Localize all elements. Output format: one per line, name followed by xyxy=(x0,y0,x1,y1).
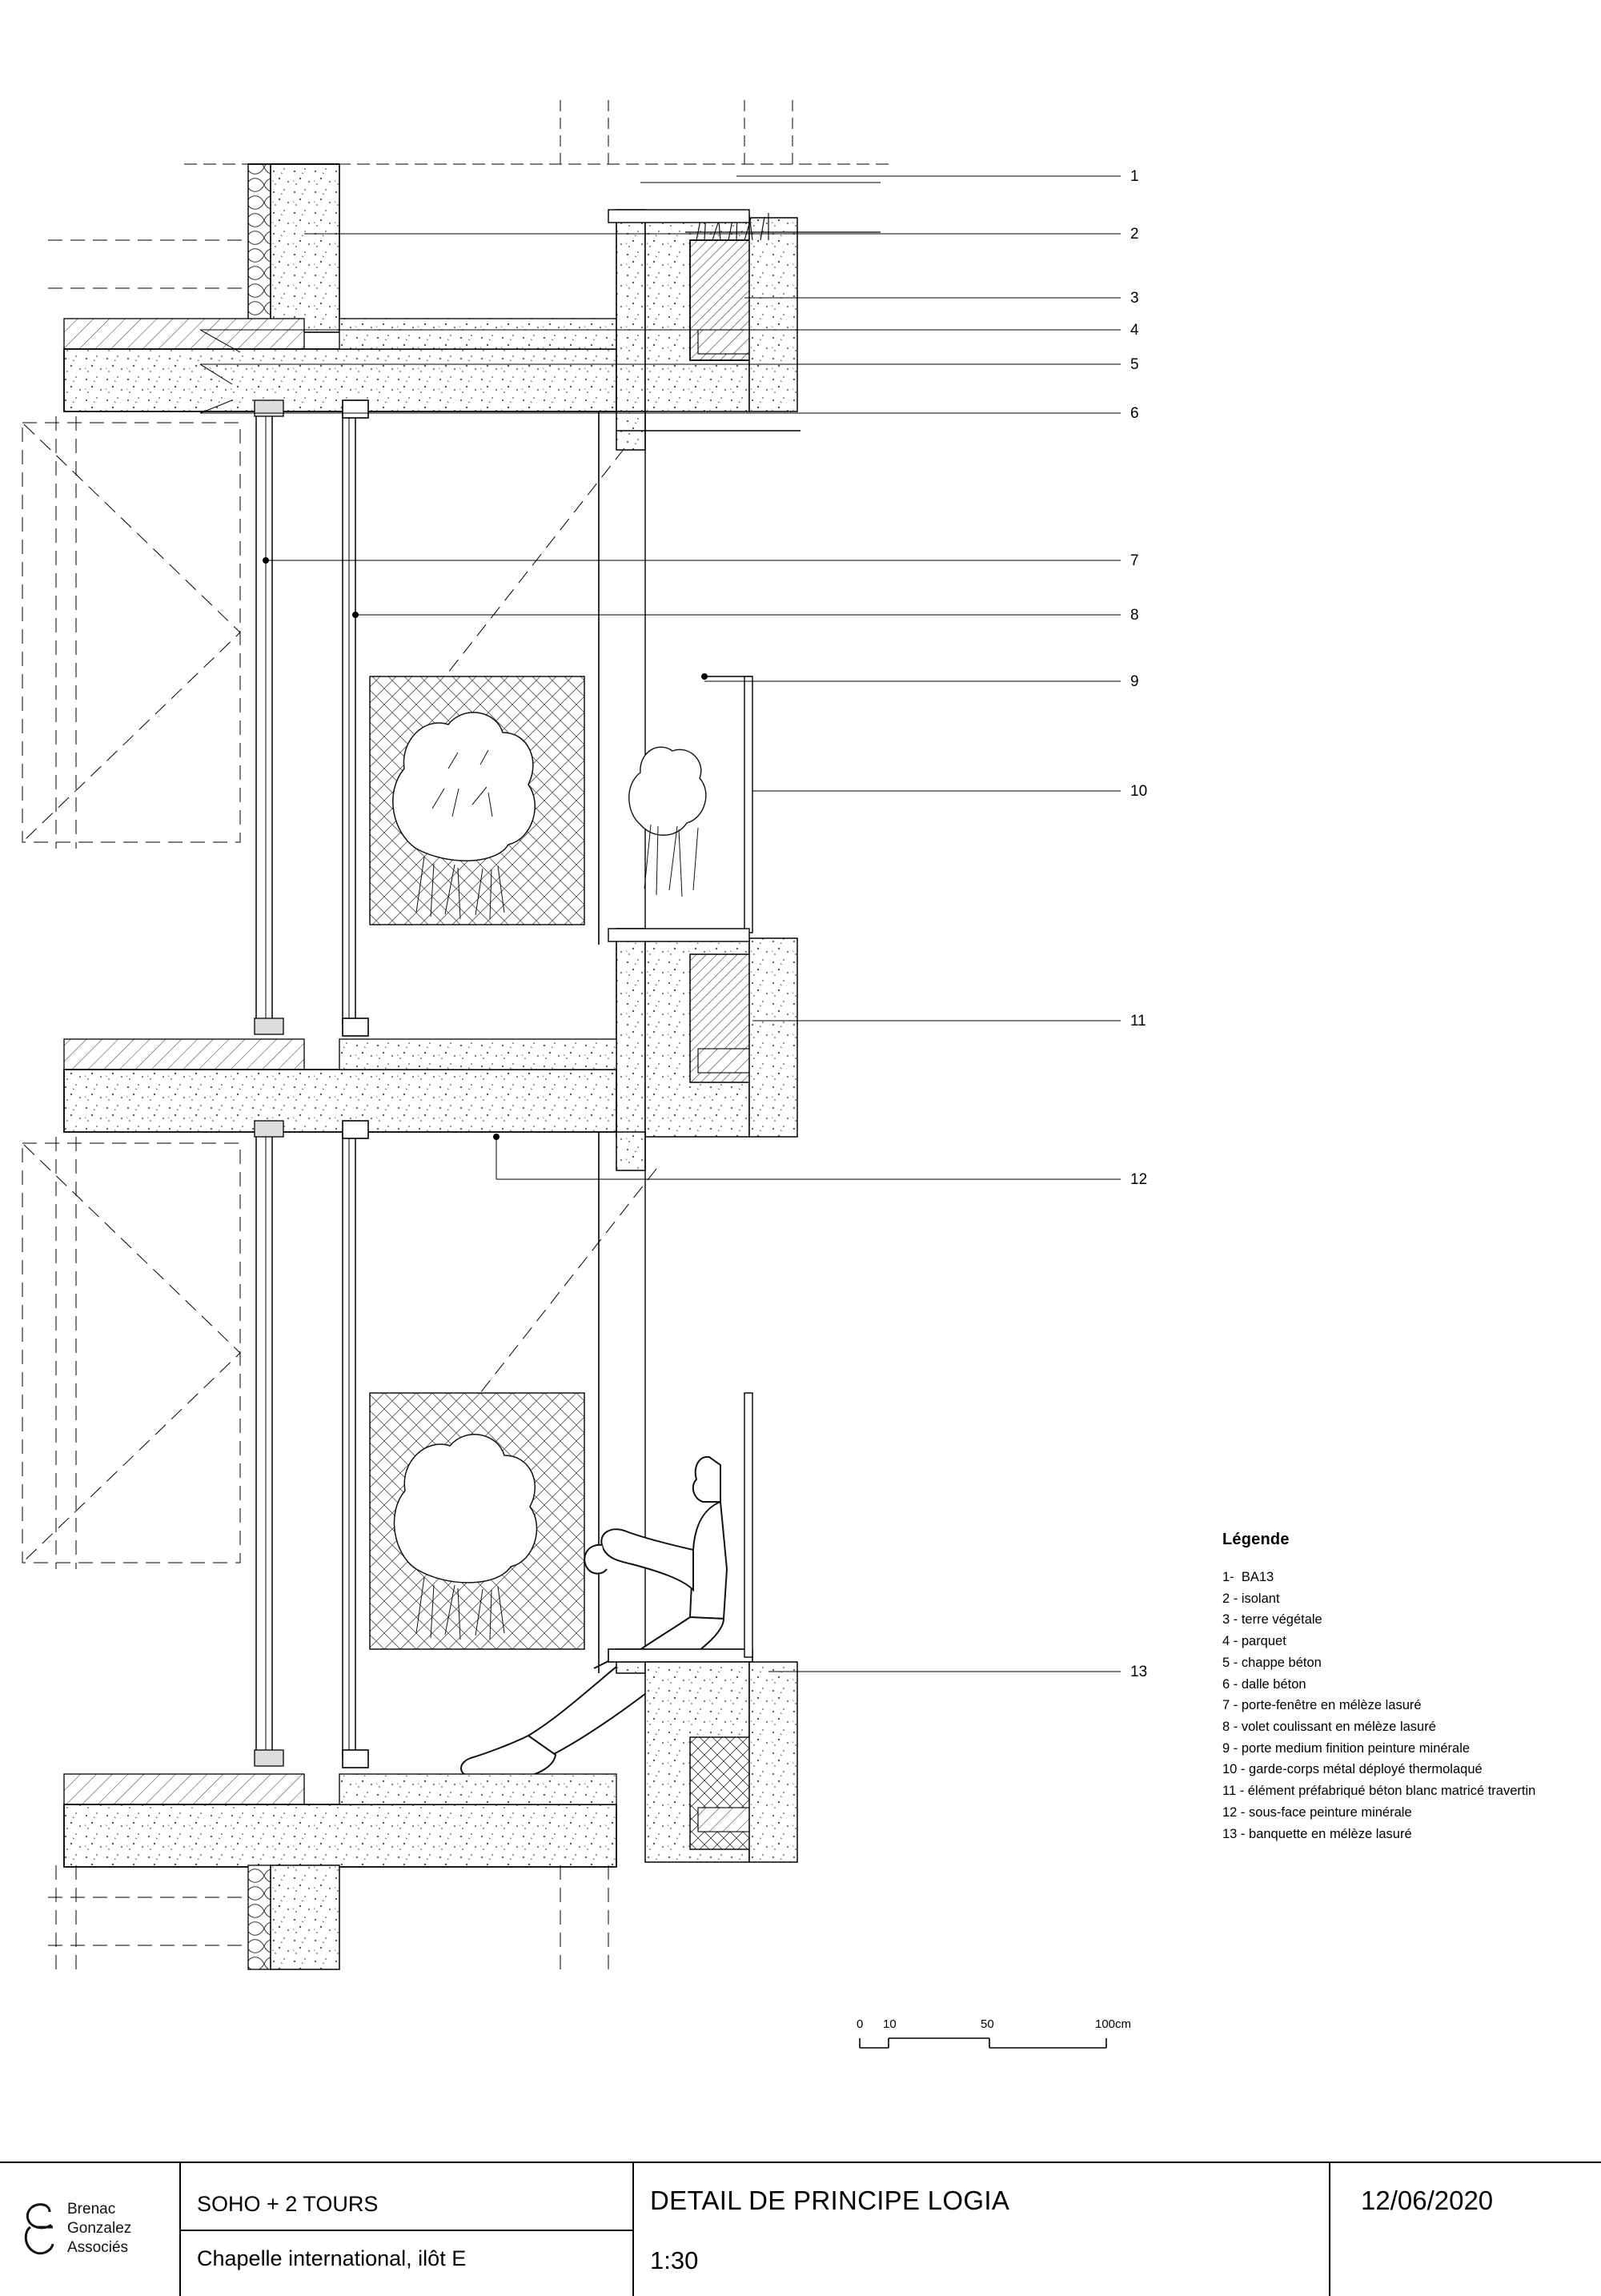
office-logo xyxy=(22,2181,175,2277)
titleblock-divider xyxy=(632,2163,634,2296)
scalebar-tick-label: 10 xyxy=(883,2017,897,2031)
callout-number: 9 xyxy=(1130,673,1139,690)
project-subtitle: Chapelle international, ilôt E xyxy=(197,2246,467,2270)
callout-number: 3 xyxy=(1130,290,1139,307)
legend-item: 6 - dalle béton xyxy=(1222,1676,1306,1692)
callout-number: 1 xyxy=(1130,168,1139,185)
callout-number: 7 xyxy=(1130,552,1139,569)
legend-item: 2 - isolant xyxy=(1222,1591,1280,1606)
callout-number: 5 xyxy=(1130,356,1139,373)
legend-item: 7 - porte-fenêtre en mélèze lasuré xyxy=(1222,1698,1422,1713)
brenac-gonzalez-logo-icon xyxy=(22,2201,58,2257)
legend-item: 1- BA13 xyxy=(1222,1570,1274,1584)
legend-item: 11 - élément préfabriqué béton blanc matricé travertin xyxy=(1222,1784,1536,1799)
legend-item: 3 - terre végétale xyxy=(1222,1612,1322,1628)
callout-number: 10 xyxy=(1130,783,1148,800)
legend-item: 4 - parquet xyxy=(1222,1634,1286,1649)
office-name-line1: Brenac xyxy=(67,2200,116,2218)
legend-item: 13 - banquette en mélèze lasuré xyxy=(1222,1826,1412,1841)
callout-number: 11 xyxy=(1130,1013,1146,1030)
legend-title: Légende xyxy=(1222,1531,1290,1548)
legend-item: 12 - sous-face peinture minérale xyxy=(1222,1804,1412,1820)
callout-number: 2 xyxy=(1130,226,1139,243)
legend-item: 5 - chappe béton xyxy=(1222,1655,1322,1670)
callout-number: 13 xyxy=(1130,1664,1148,1680)
scale-bar xyxy=(857,2017,1169,2054)
drawing-scale: 1:30 xyxy=(650,2246,699,2274)
office-name-line2: Gonzalez xyxy=(67,2219,132,2237)
callout-number: 8 xyxy=(1130,607,1139,624)
title-block xyxy=(0,2162,1601,2296)
scalebar-tick-label: 0 xyxy=(857,2017,864,2031)
titleblock-divider xyxy=(179,2230,632,2231)
legend-panel xyxy=(1222,1531,1567,1844)
legend-item: 9 - porte medium finition peinture minérale xyxy=(1222,1740,1471,1756)
drawing-title: DETAIL DE PRINCIPE LOGIA xyxy=(650,2186,1010,2215)
callout-number: 4 xyxy=(1130,322,1139,339)
titleblock-divider xyxy=(1329,2163,1330,2296)
callout-number: 12 xyxy=(1130,1171,1148,1188)
scalebar-graphic xyxy=(857,2032,1169,2053)
scalebar-tick-label: 100cm xyxy=(1095,2017,1132,2031)
office-name xyxy=(67,2200,131,2258)
legend-item: 8 - volet coulissant en mélèze lasuré xyxy=(1222,1720,1436,1735)
callout-number: 6 xyxy=(1130,405,1139,422)
legend-item: 10 - garde-corps métal déployé thermolaqué xyxy=(1222,1762,1483,1777)
scalebar-tick-label: 50 xyxy=(981,2017,994,2031)
office-name-line3: Associés xyxy=(67,2239,129,2257)
drawing-date: 12/06/2020 xyxy=(1361,2186,1494,2215)
project-name: SOHO + 2 TOURS xyxy=(197,2192,379,2216)
